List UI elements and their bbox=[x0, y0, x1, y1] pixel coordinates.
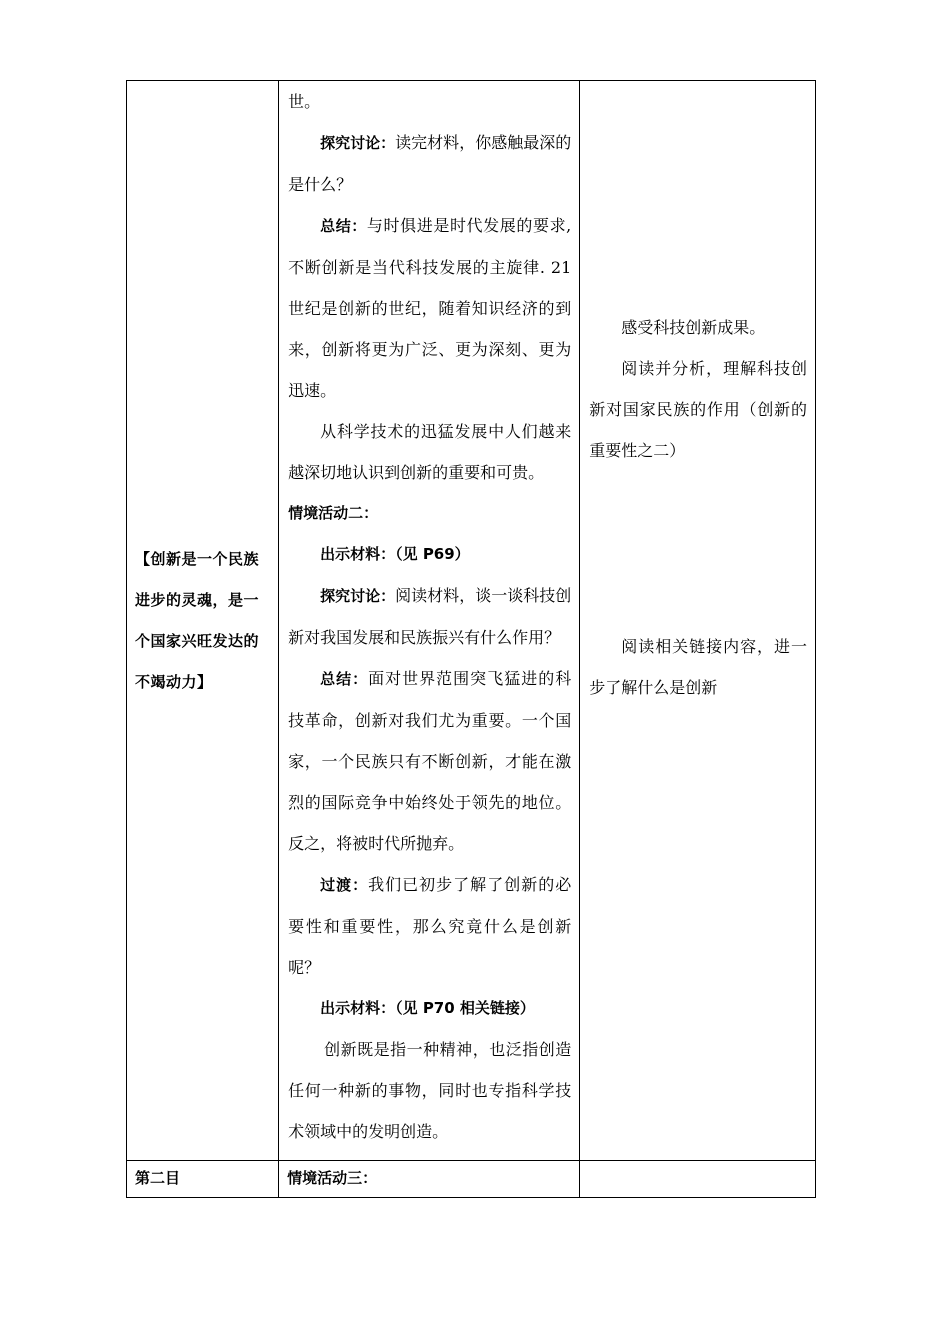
paragraph-text: 阅读材料，谈一谈科技创新对我国发展和民族振兴有什么作用？ bbox=[288, 586, 572, 647]
label: 总结： bbox=[320, 217, 367, 235]
paragraph: 出示材料：（见 P70 相关链接） bbox=[320, 999, 535, 1017]
paragraph: 感受科技创新成果。 bbox=[621, 318, 766, 337]
paragraph-text: 面对世界范围突飞猛进的科技革命，创新对我们尤为重要。一个国家，一个民族只有不断创新，才能在激烈的国际竞争中始终处于领先的地位。反之，将被时代所抛弃。 bbox=[288, 669, 572, 853]
topic-cell bbox=[127, 1161, 279, 1198]
paragraph bbox=[288, 575, 571, 658]
paragraph: 世。 bbox=[288, 92, 321, 111]
topic-cell bbox=[127, 81, 279, 1161]
teacher-activity-cell bbox=[279, 1161, 580, 1198]
paragraph bbox=[288, 122, 571, 205]
label: 总结： bbox=[320, 670, 369, 688]
table-row bbox=[127, 1161, 816, 1198]
paragraph: 创新既是指一种精神，也泛指创造任何一种新的事物，同时也专指科学技术领域中的发明创造。 bbox=[288, 1040, 572, 1141]
section-heading: 情境活动三： bbox=[287, 1169, 378, 1187]
label: 探究讨论： bbox=[320, 134, 396, 152]
spacer bbox=[589, 471, 807, 626]
section-label: 第二目 bbox=[135, 1169, 181, 1187]
paragraph bbox=[288, 864, 571, 988]
spacer bbox=[589, 81, 807, 307]
paragraph: 从科学技术的迅猛发展中人们越来越深切地认识到创新的重要和可贵。 bbox=[288, 422, 572, 482]
paragraph-text: 我们已初步了解了创新的必要性和重要性，那么究竟什么是创新呢？ bbox=[288, 875, 572, 977]
paragraph: 阅读相关链接内容，进一步了解什么是创新 bbox=[589, 637, 807, 697]
teacher-activity-cell bbox=[279, 81, 580, 1161]
section-heading: 情境活动二： bbox=[288, 504, 379, 522]
student-activity-cell bbox=[580, 81, 816, 1161]
topic-heading: 【创新是一个民族进步的灵魂，是一个国家兴旺发达的不竭动力】 bbox=[135, 549, 260, 691]
lesson-plan-table bbox=[126, 80, 816, 1198]
label: 探究讨论： bbox=[320, 587, 396, 605]
paragraph: 阅读并分析，理解科技创新对国家民族的作用（创新的重要性之二） bbox=[589, 359, 807, 460]
paragraph-text: 与时俱进是时代发展的要求,不断创新是当代科技发展的主旋律. 21世纪是创新的世纪，随着知识经济的到来，创新将更为广泛、更为深刻、更为迅速。 bbox=[288, 216, 572, 400]
paragraph-text: 读完材料，你感触最深的是什么？ bbox=[288, 133, 572, 194]
student-activity-cell bbox=[580, 1161, 816, 1198]
label: 过渡： bbox=[320, 876, 369, 894]
paragraph: 出示材料：（见 P69） bbox=[320, 545, 470, 563]
paragraph bbox=[288, 658, 571, 864]
table-row bbox=[127, 81, 816, 1161]
paragraph bbox=[288, 205, 571, 411]
